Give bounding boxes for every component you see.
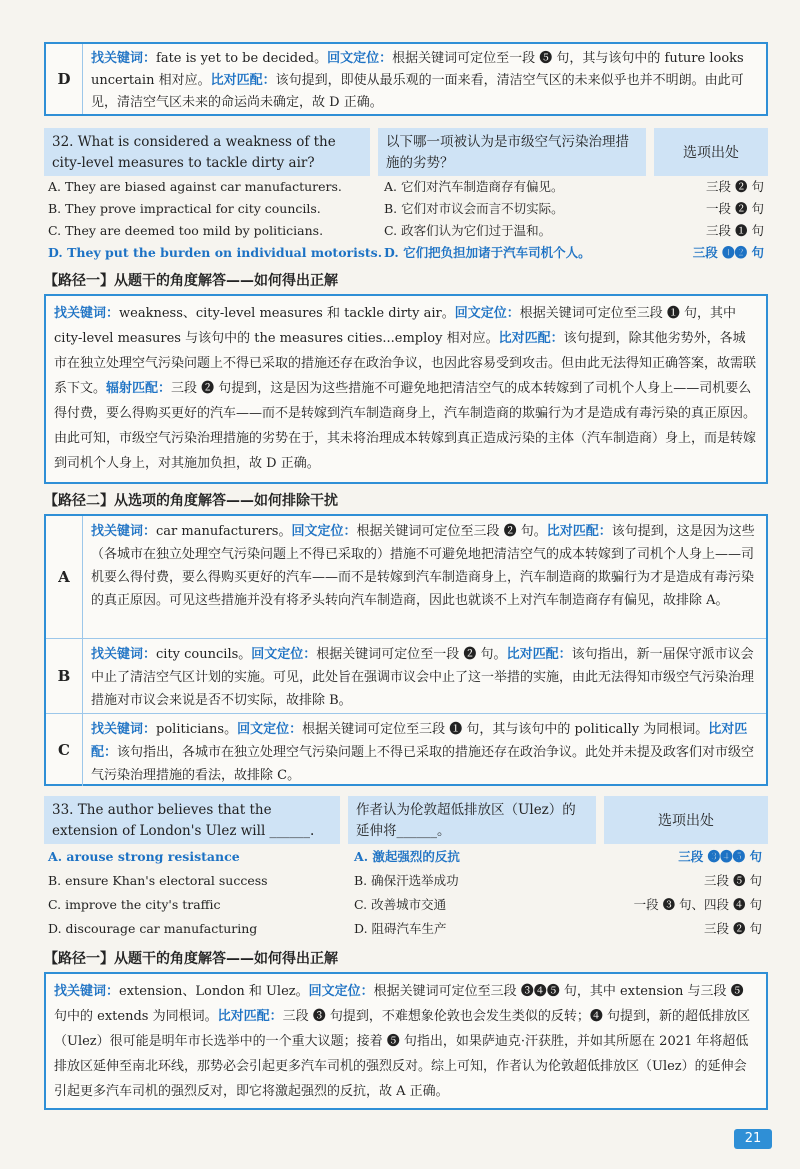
q33-option-c-cn: C. 改善城市交通 — [354, 897, 447, 912]
q33-source-a: 三段 ❸❹❺ 句 — [678, 849, 762, 864]
q32-path2-option-c — [46, 713, 766, 786]
q32-source-d: 三段 ❶❷ 句 — [692, 245, 764, 260]
q31-option-d-box — [44, 42, 768, 116]
q32-path2-option-b — [46, 638, 766, 713]
q33-source-header: 选项出处 — [604, 796, 768, 844]
option-explanation: 找关键词：politicians。回文定位：根据关键词可定位至三段 ❶ 句，其与该句中的 politically 为同根词。比对匹配：该句指出，各城市在独立处理空气污染问题上不得已采取的措施还存在政治争议。此处并未提及政客们对市级空气污染治理措施的看法，故排除 C。 — [91, 722, 755, 783]
option-explanation: 找关键词：car manufacturers。回文定位：根据关键词可定位至三段 ❷ 句。比对匹配：该句提到，这是因为这些（各城市在独立处理空气污染问题上不得已采取的）措施不可避免地把清洁空气的成本转嫁到了司机个人身上——司机要么得付费，要么得购买更好的汽车——而不是转嫁到汽车制造商身上，汽车制造商的欺骗行为才是造成有毒污染的真正原因。可见这些措施并没有将矛头转向汽车制造商，因此也就谈不上对汽车制造商存有偏见，故排除 A。 — [91, 524, 755, 608]
q33-option-d-en: D. discourage car manufacturing — [48, 921, 258, 936]
q33-source-d: 三段 ❷ 句 — [704, 921, 762, 936]
q32-chinese-question: 以下哪一项被认为是市级空气污染治理措施的劣势？ — [378, 128, 646, 176]
option-letter: A — [46, 516, 83, 638]
q33-source-b: 三段 ❺ 句 — [704, 873, 762, 888]
option-letter: B — [46, 639, 83, 713]
q32-source-c: 三段 ❶ 句 — [706, 223, 764, 238]
q32-path1-text: 找关键词：weakness、city-level measures 和 tackle dirty air。回文定位：根据关键词可定位至三段 ❶ 句，其中 city-level measures 与该句中的 the measures cities...employ 相对应。比对匹配：该句提到，除其他劣势外，各城市在独立处理空气污染问题上不得已采取的措施还存在政治争议，也因此容易受到攻击。但由此无法得知正确答案，故需联系下文。辐射匹配：三段 ❷ 句提到，这是因为这些措施不可避免地把清洁空气的成本转嫁到了司机个人身上——司机要么得付费，要么得购买更好的汽车——而不是转嫁到汽车制造商身上，汽车制造商的欺骗行为才是造成有毒污染的真正原因。由此可知，市级空气污染治理措施的劣势在于，其未将治理成本转嫁到真正造成污染的主体（汽车制造商）身上，而是转嫁到司机个人身上，对其施加负担，故 D 正确。 — [54, 306, 757, 471]
q33-path1-title: 【路径一】从题干的角度解答——如何得出正解 — [44, 951, 338, 967]
q33-option-d-cn: D. 阻碍汽车生产 — [354, 921, 447, 936]
q33-english-question: 33. The author believes that the extension of London's Ulez will ______. — [44, 796, 340, 844]
q32-path2-option-a — [46, 516, 766, 638]
q33-source-c: 一段 ❸ 句、四段 ❹ 句 — [633, 897, 762, 912]
q32-path1-title: 【路径一】从题干的角度解答——如何得出正解 — [44, 273, 338, 289]
q33-option-b-en: B. ensure Khan's electoral success — [48, 873, 268, 888]
q32-path2-title: 【路径二】从选项的角度解答——如何排除干扰 — [44, 493, 338, 509]
option-letter: D — [46, 44, 83, 114]
q32-option-a-en: A. They are biased against car manufacturers. — [48, 179, 342, 194]
q33-option-a-en: A. arouse strong resistance — [48, 849, 240, 864]
q33-path1-text: 找关键词：extension、London 和 Ulez。回文定位：根据关键词可定位至三段 ❸❹❺ 句，其中 extension 与三段 ❺ 句中的 extends 为同根词。比对匹配：三段 ❸ 句提到，不难想象伦敦也会发生类似的反转；❹ 句提到，新的超低排放区（Ulez）很可能是明年市长选举中的一个重大议题；接着 ❺ 句指出，如果萨迪克·汗获胜，并如其所愿在 2021 年将超低排放区延伸至南北环线，那势必会引起更多汽车司机的强烈反对。综上可知，作者认为伦敦超低排放区（Ulez）的延伸会引起更多汽车司机的强烈反对，即它将激起强烈的反抗，故 A 正确。 — [54, 984, 750, 1099]
q32-english-question: 32. What is considered a weakness of the city-level measures to tackle dirty air? — [44, 128, 370, 176]
q33-chinese-question: 作者认为伦敦超低排放区（Ulez）的延伸将______。 — [348, 796, 596, 844]
q32-path1-box — [44, 294, 768, 484]
q32-source-b: 一段 ❷ 句 — [706, 201, 764, 216]
q33-option-c-en: C. improve the city's traffic — [48, 897, 221, 912]
option-explanation: 找关键词：fate is yet to be decided。回文定位：根据关键词可定位至一段 ❺ 句，其与该句中的 future looks uncertain 相对应。比对匹配：该句提到，即使从最乐观的一面来看，清洁空气区的未来似乎也并不明朗。由此可见，清洁空气区未来的命运尚未确定，故 D 正确。 — [91, 51, 744, 110]
q32-source-a: 三段 ❷ 句 — [706, 179, 764, 194]
q32-option-b-en: B. They prove impractical for city councils. — [48, 201, 321, 216]
q33-path1-box — [44, 972, 768, 1110]
q32-option-b-cn: B. 它们对市议会而言不切实际。 — [384, 201, 564, 216]
q32-option-d-en: D. They put the burden on individual motorists. — [48, 245, 383, 260]
q32-option-a-cn: A. 它们对汽车制造商存有偏见。 — [384, 179, 564, 194]
q33-option-a-cn: A. 激起强烈的反抗 — [354, 849, 460, 864]
option-explanation: 找关键词：city councils。回文定位：根据关键词可定位至一段 ❷ 句。比对匹配：该句指出，新一届保守派市议会中止了清洁空气区计划的实施。可见，此处旨在强调市议会中止了这一举措的实施，由此无法得知市级空气污染治理措施对市议会来说是否不切实际，故排除 B。 — [91, 647, 755, 708]
q32-source-header: 选项出处 — [654, 128, 768, 176]
q32-option-c-cn: C. 政客们认为它们过于温和。 — [384, 223, 552, 238]
q33-option-b-cn: B. 确保汗选举成功 — [354, 873, 459, 888]
page-number: 21 — [734, 1129, 772, 1149]
q32-option-c-en: C. They are deemed too mild by politicians. — [48, 223, 324, 238]
q32-option-d-cn: D. 它们把负担加诸于汽车司机个人。 — [384, 245, 591, 260]
option-letter: C — [46, 714, 83, 786]
q32-path2-box — [44, 514, 768, 786]
